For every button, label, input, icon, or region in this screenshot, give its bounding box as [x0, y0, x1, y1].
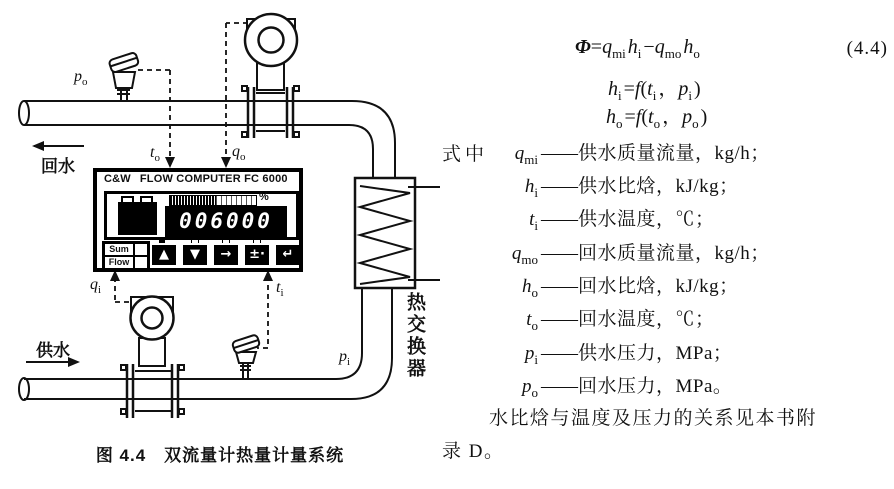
return-flow-arrow — [32, 141, 84, 151]
button-indicator-icon — [191, 238, 199, 243]
note-text-line2: 录 D。 — [442, 441, 505, 462]
definition-row: $p_i$ ——供水压力，MPa； — [524, 343, 733, 367]
label-heat-exchanger: 热交换器 — [404, 292, 425, 380]
bargraph-empty — [216, 196, 256, 205]
flow-computer-header — [104, 173, 297, 185]
supply-water-pipe — [19, 288, 392, 400]
definition-row: $p_o$ ——回水压力，MPa。 — [522, 376, 733, 400]
equation-h-o: $h_o =f(t_o$ ，$p_o$ ) — [606, 106, 708, 131]
figure-4-4 — [0, 0, 440, 489]
right-arrow-button: → — [214, 245, 238, 265]
definition-row: $t_o$ ——回水温度，℃； — [526, 309, 715, 333]
up-arrow-button: ▲ — [152, 245, 176, 265]
sum-label: Sum — [104, 243, 134, 256]
label-q-i: $q_i$ — [90, 276, 102, 296]
brand-label: C&W — [104, 173, 131, 185]
bargraph-filled — [170, 196, 216, 205]
note-text-line1: 水比焓与温度及压力的关系见本书附 — [489, 408, 818, 429]
definition-row: $h_o$ ——回水比焓，kJ/kg； — [522, 276, 739, 300]
flow-computer — [93, 168, 303, 272]
label-return-water: 回水 — [41, 157, 75, 176]
model-label: FLOW COMPUTER FC 6000 — [139, 173, 288, 185]
label-q-o: $q_o$ — [232, 143, 246, 163]
status-window — [118, 202, 157, 235]
button-indicator-icon — [222, 238, 230, 243]
sum-indicator-box — [134, 243, 148, 256]
plus-minus-button: ±· — [245, 245, 269, 265]
label-p-o: $p_o$ — [74, 68, 88, 88]
definition-row: $h_i$ ——供水比焓，kJ/kg； — [524, 176, 739, 200]
label-t-o: $t_o$ — [150, 144, 160, 164]
equation-number: (4.4) — [846, 38, 888, 59]
where-label: 式中 — [442, 144, 489, 165]
return-water-pipe — [19, 101, 395, 178]
heat-exchanger — [355, 178, 440, 288]
button-indicator-icon — [253, 238, 261, 243]
flow-indicator-box — [134, 256, 148, 269]
down-arrow-button: ▼ — [183, 245, 207, 265]
bargraph-indicator — [169, 195, 257, 206]
seven-segment-display: 006000 — [165, 206, 287, 237]
definition-row: $t_i$ ——供水温度，℃； — [529, 209, 715, 233]
sum-flow-selector — [102, 241, 150, 271]
display-bezel — [104, 191, 299, 240]
enter-button: ↵ — [276, 245, 300, 265]
label-supply-water: 供水 — [36, 341, 70, 360]
percent-label: % — [259, 191, 269, 203]
label-t-i: $t_i$ — [276, 279, 284, 299]
return-flow-meter — [242, 14, 299, 138]
button-indicator-icon — [159, 238, 165, 243]
equation-h-i: $h_i =f(t_i$ ，$p_i$ ) — [608, 78, 701, 103]
definition-row: $q_{mo}$ ——回水质量流量，kg/h； — [511, 243, 770, 267]
return-pressure-sensor — [109, 52, 140, 101]
flow-label: Flow — [104, 256, 134, 269]
figure-caption: 图 4.4 双流量计热量计量系统 — [95, 446, 345, 465]
label-p-i: $p_i$ — [339, 348, 351, 368]
supply-temperature-sensor — [232, 334, 260, 379]
text-column — [440, 0, 894, 489]
definition-row: $q_{mi}$ ——供水质量流量，kg/h； — [514, 143, 770, 167]
equation-4-4: $\Phi=q_{mi}$ $h_i -q_{mo}$ $h_o$ — [575, 36, 700, 61]
